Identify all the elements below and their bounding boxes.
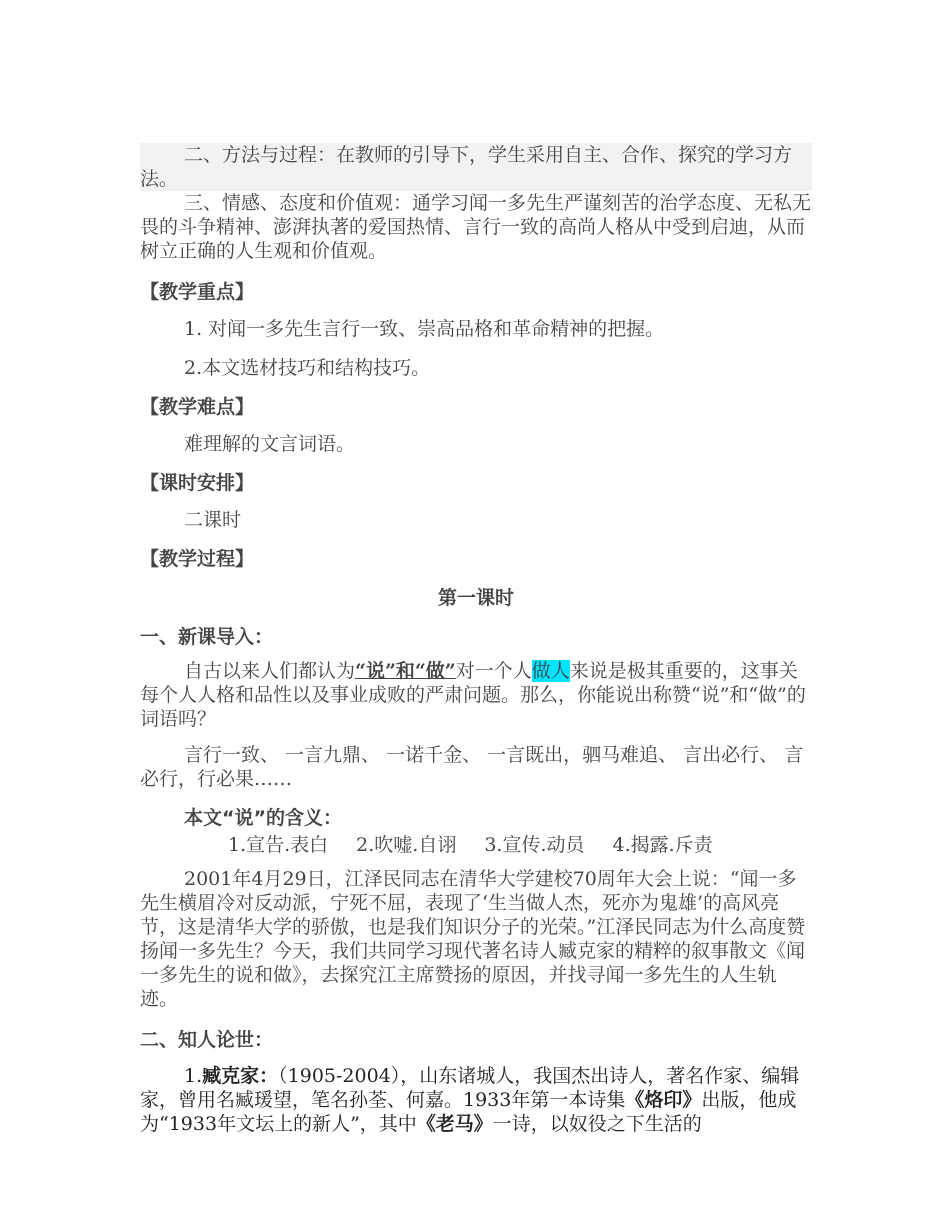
idioms-paragraph: 言行一致、 一言九鼎、 一诺千金、 一言既出，驷马难追、 言出必行、 言必行，行必果…… xyxy=(140,744,804,790)
section-1-title: 一、新课导入： xyxy=(140,626,274,648)
heading-key-points: 【教学重点】 xyxy=(140,281,255,303)
bio-text: 出版，他成为“1933年文坛上的新人”，其中 xyxy=(140,1089,797,1135)
highlighted-word: 做人 xyxy=(531,660,570,682)
objective-2: 二、方法与过程：在教师的引导下，学生采用自主、合作、探究的学习方法。 xyxy=(140,143,812,191)
poem-title: 《老马》 xyxy=(416,1113,493,1135)
bio-text: 一诗，以奴役之下生活的 xyxy=(492,1113,702,1135)
schedule-text: 二课时 xyxy=(184,509,242,531)
heading-difficulties: 【教学难点】 xyxy=(140,396,255,418)
meaning-item: 2.吹嘘.自诩 xyxy=(356,834,457,856)
meaning-item: 3.宣传.动员 xyxy=(484,834,585,856)
intro-text: 来说是极其重要的，这事关每个人人格和品性以及事业成败的严肃问题。那么，你能说出称赞“说”和“做”的词语吗？ xyxy=(140,660,806,730)
heading-schedule: 【课时安排】 xyxy=(140,472,255,494)
bio-number: 1. xyxy=(184,1065,203,1087)
objective-3: 三、情感、态度和价值观：通学习闻一多先生严谨刻苦的治学态度、无私无畏的斗争精神、澎湃执著的爱国热情、言行一致的高尚人格从中受到启迪，从而树立正确的人生观和价值观。 xyxy=(140,192,812,262)
intro-keyword: “说”和“做” xyxy=(355,660,456,682)
meaning-title: 本文“说”的含义： xyxy=(184,807,342,829)
meanings-list xyxy=(140,830,812,857)
quote-paragraph: 2001年4月29日，江泽民同志在清华大学建校70周年大会上说：“闻一多先生横眉冷对反动派，宁死不屈，表现了‘生当做人杰，死亦为鬼雄’的高风亮节，这是清华大学的骄傲，也是我们知识分子的光荣。”江泽民同志为什么高度赞扬闻一多先生？今天，我们共同学习现代著名诗人臧克家的精粹的叙事散文《闻一多先生的说和做》，去探究江主席赞扬的原因，并找寻闻一多先生的人生轨迹。 xyxy=(140,868,806,1010)
bio-name: 臧克家： xyxy=(202,1065,279,1087)
bio-paragraph xyxy=(140,1064,812,1136)
intro-text: 对一个人 xyxy=(455,660,532,682)
meaning-item: 4.揭露.斥责 xyxy=(612,834,713,856)
key-point-2: 2.本文选材技巧和结构技巧。 xyxy=(184,357,431,379)
bio-text: （1905-2004），山东诸城人，我国杰出诗人，著名作家、编辑家，曾用名臧瑗望，笔名孙荃、何嘉。1933年第一本诗集 xyxy=(140,1065,800,1111)
intro-text: 自古以来人们都认为 xyxy=(184,660,356,682)
book-title: 《烙印》 xyxy=(625,1089,702,1111)
heading-process: 【教学过程】 xyxy=(140,548,255,570)
lesson-title: 第一课时 xyxy=(437,587,514,609)
meaning-item: 1.宣告.表白 xyxy=(228,834,329,856)
section-2-title: 二、知人论世： xyxy=(140,1029,274,1051)
key-point-1: 1. 对闻一多先生言行一致、崇高品格和革命精神的把握。 xyxy=(184,318,665,340)
intro-paragraph xyxy=(140,659,812,731)
document-body xyxy=(140,143,812,1136)
difficulty-1: 难理解的文言词语。 xyxy=(184,433,356,455)
